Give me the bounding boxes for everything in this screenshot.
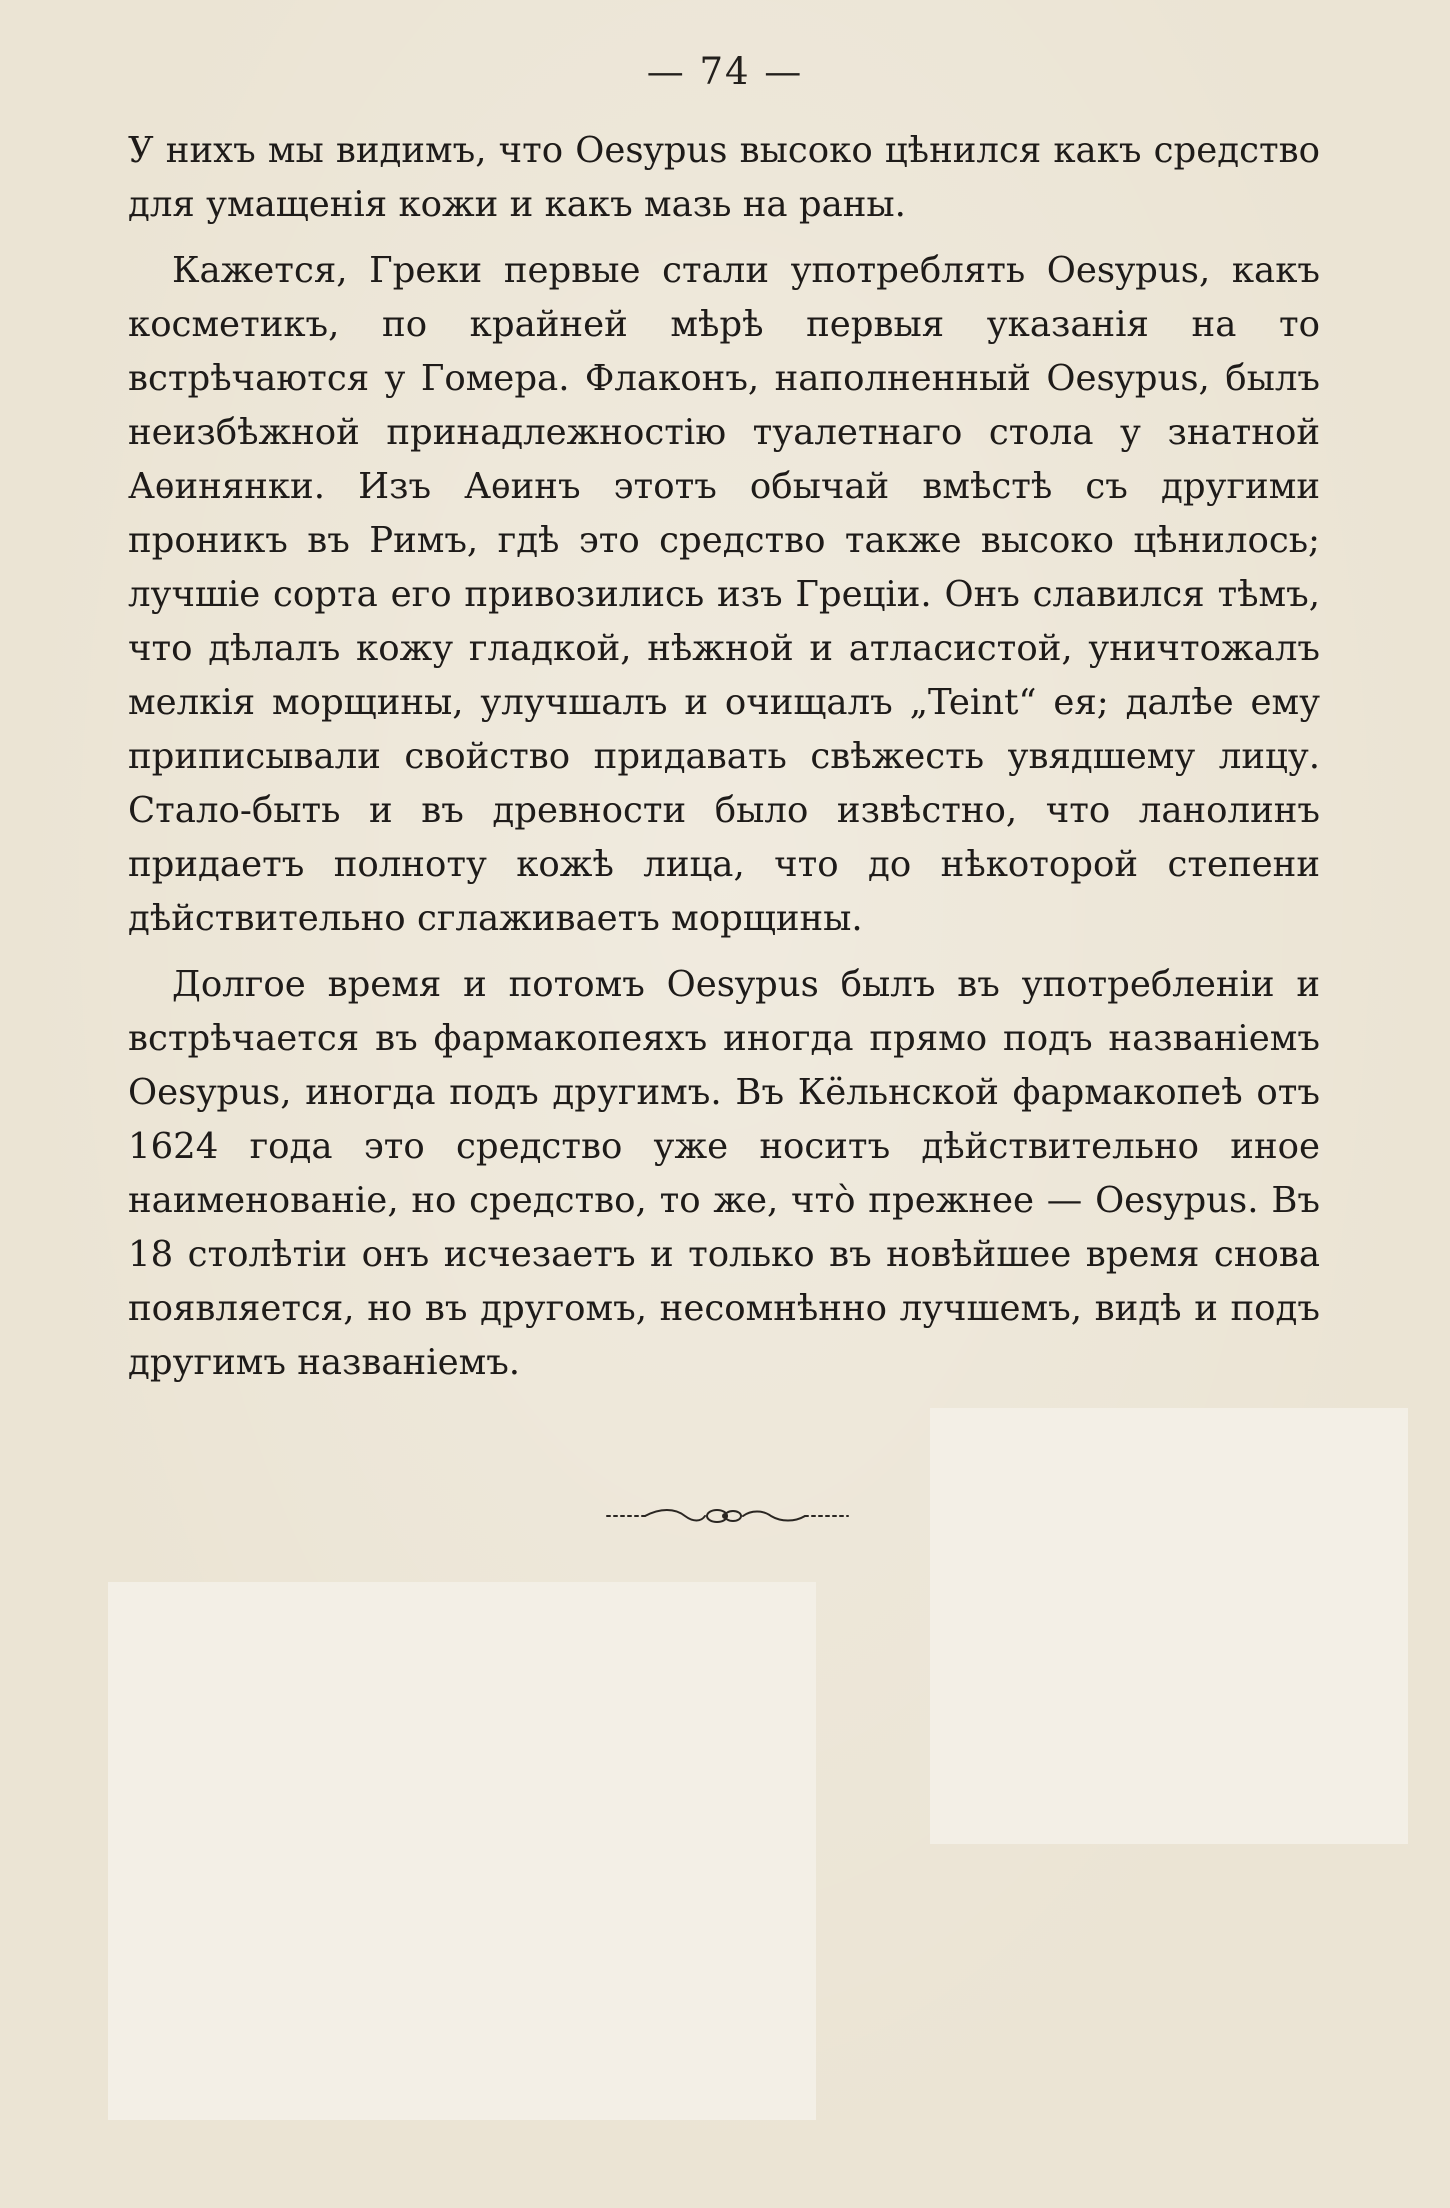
- page-number: — 74 —: [646, 50, 804, 93]
- paragraph-2: Кажется, Греки первые стали употреблять Oesypus, какъ косметикъ, по крайней мѣрѣ первыя указанія на то встрѣчаются у Гомера. Флаконъ, наполненный Oesypus, былъ неизбѣжной принадлежностію туалетнаго стола у знатной Аѳинянки. Изъ Аѳинъ этотъ обычай вмѣстѣ съ другими проникъ въ Римъ, гдѣ это средство также высоко цѣнилось; лучшіе сорта его привозились изъ Греціи. Онъ славился тѣмъ, что дѣлалъ кожу гладкой, нѣжной и атласистой, уничтожалъ мелкія морщины, улучшалъ и очищалъ „Teint“ ея; далѣе ему приписывали свойство придавать свѣжесть увядшему лицу. Стало-быть и въ древности было извѣстно, что ланолинъ придаетъ полноту кожѣ лица, что до нѣкоторой степени дѣйствительно сглаживаетъ морщины.: [128, 250, 1320, 939]
- blank-area-left: [108, 1582, 816, 2120]
- ornament-divider: [605, 1502, 850, 1530]
- blank-area-right: [930, 1408, 1408, 1844]
- paragraph-3: Долгое время и потомъ Oesypus былъ въ употребленіи и встрѣчается въ фармакопеяхъ иногда прямо подъ названіемъ Oesypus, иногда подъ другимъ. Въ Кёльнской фармакопеѣ отъ 1624 года это средство уже носитъ дѣйствительно иное наименованіе, но средство, то же, что̀ прежнее — Oesypus. Въ 18 столѣтіи онъ исчезаетъ и только въ новѣйшее время снова появляется, но въ другомъ, несомнѣнно лучшемъ, видѣ и подъ другимъ названіемъ.: [128, 964, 1320, 1383]
- paragraph-1: У нихъ мы видимъ, что Oesypus высоко цѣнился какъ средство для умащенія кожи и какъ мазь на раны.: [128, 130, 1320, 225]
- body-text: [128, 124, 1320, 1402]
